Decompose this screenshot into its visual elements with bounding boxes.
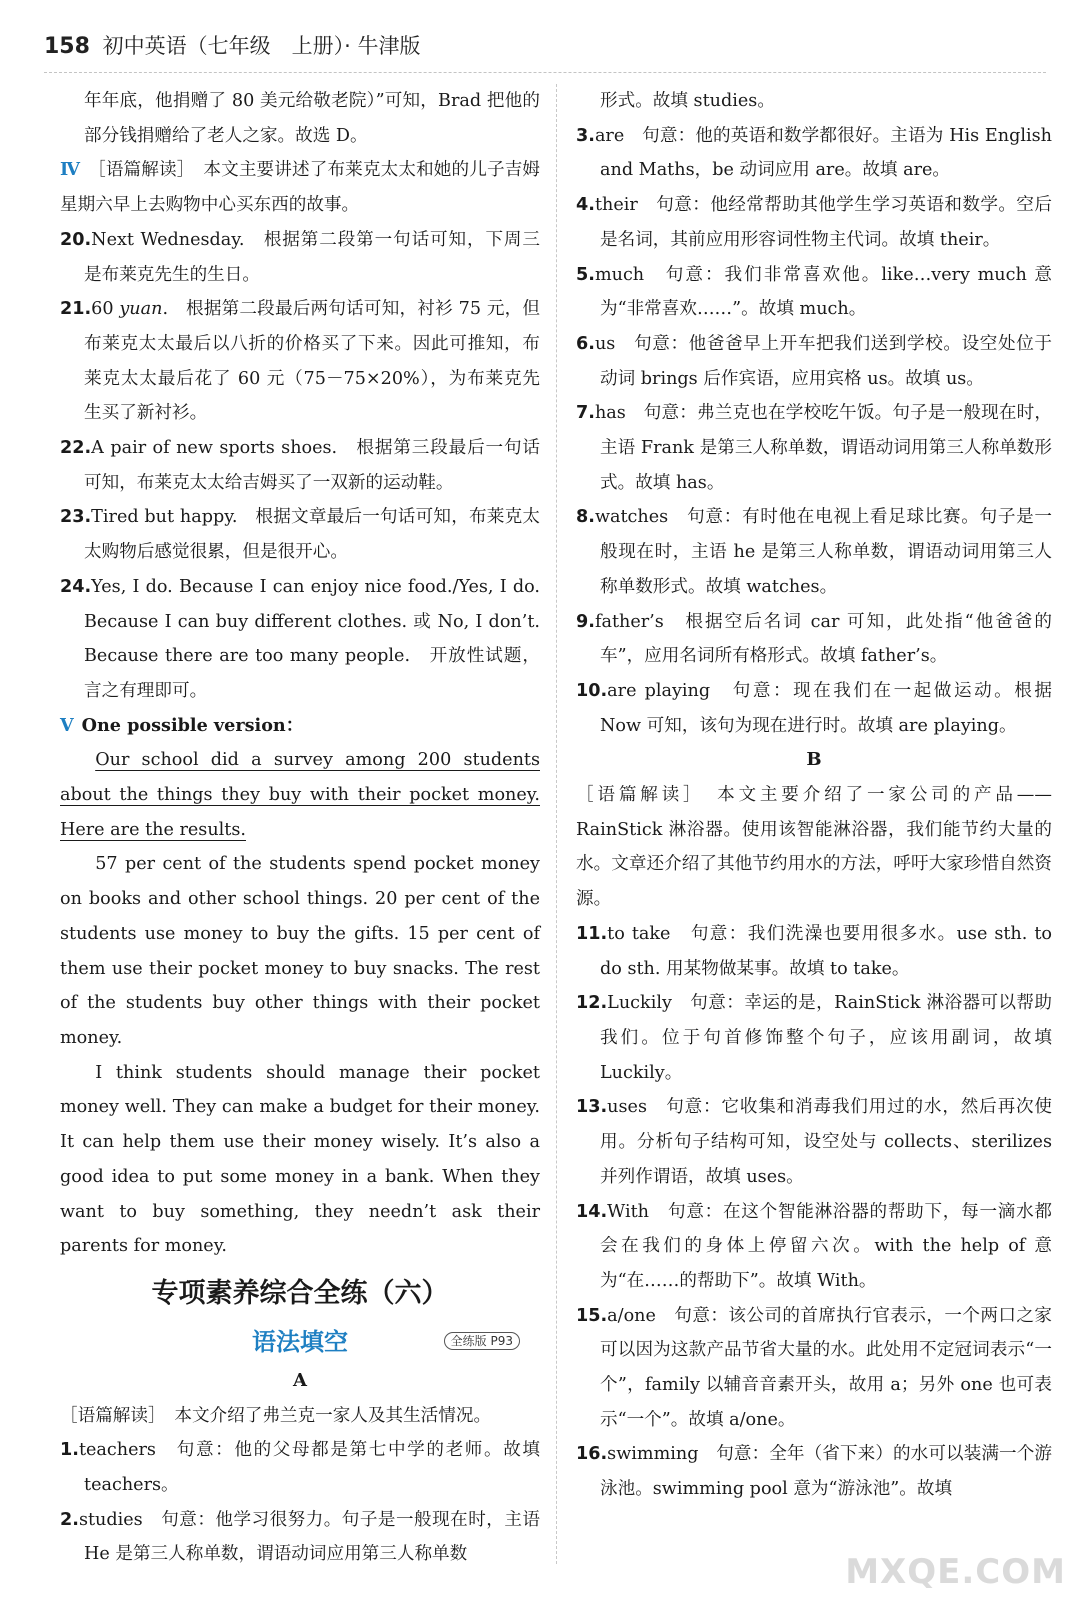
answer-item-1: 1.teachers 句意：他的父母都是第七中学的老师。故填 teachers。: [60, 1440, 540, 1496]
answer-item-11: 11.to take 句意：我们洗澡也要用很多水。use sth. to do sth. 用某物做某事。故填 to take。: [576, 923, 1052, 979]
answer-item-5: 5.much 句意：我们非常喜欢他。like…very much 意为“非常喜欢……”。故填 much。: [576, 264, 1052, 320]
essay-paragraph-3: I think students should manage their pocket money well. They can make a budget for their money. It can help them use their money wisely. It’s also a good idea to put some money in a bank. When they want to buy something, they needn’t ask their parents for money.: [60, 1062, 540, 1257]
section-5-title: One possible version：: [81, 714, 304, 736]
answer-item-7: 7.has 句意：弗兰克也在学校吃午饭。句子是一般现在时，主语 Frank 是第三人称单数，谓语动词用第三人称单数形式。故填 has。: [576, 403, 1052, 493]
answer-item-24: 24.Yes, I do. Because I can enjoy nice food./Yes, I do. Because I can buy different clothes. 或 No, I don’t. Because there are too many people. 开放性试题，言之有理即可。: [60, 576, 540, 701]
page-ref-badge: 全练版 P93: [444, 1332, 520, 1350]
answer-item-4: 4.their 句意：他经常帮助其他学生学习英语和数学。空后是名词，其前应用形容词性物主代词。故填 their。: [576, 195, 1052, 250]
section-title: 专项素养综合全练（六）: [151, 1277, 449, 1309]
answer-item-10: 10.are playing 句意：现在我们在一起做运动。根据 Now 可知，该句为现在进行时。故填 are playing。: [576, 680, 1052, 736]
section-4-intro-text: ［语篇解读］ 本文主要讲述了布莱克太太和她的儿子吉姆星期六早上去购物中心买东西的故事。: [60, 160, 541, 216]
sub-title: 语法填空: [252, 1327, 348, 1356]
answer-item-3: 3.are 句意：他的英语和数学都很好。主语为 His English and Maths，be 动词应用 are。故填 are。: [576, 125, 1052, 181]
sub-title-row: [60, 1320, 540, 1364]
answer-item-9: 9.father’s 根据空后名词 car 可知，此处指“他爸爸的车”，应用名词所有格形式。故填 father’s。: [576, 611, 1052, 667]
column-divider: [556, 84, 557, 1564]
answer-item-20: 20.Next Wednesday. 根据第二段第一句话可知，下周三是布莱克先生的生日。: [60, 229, 540, 285]
left-column: [60, 84, 540, 1572]
answer-item-6: 6.us 句意：他爸爸早上开车把我们送到学校。设空处位于动词 brings 后作宾语，应用宾格 us。故填 us。: [576, 333, 1052, 389]
answer-item-23: 23.Tired but happy. 根据文章最后一句话可知，布莱克太太购物后感觉很累，但是很开心。: [60, 507, 540, 563]
section-5-label: Ⅴ: [60, 714, 74, 736]
answer-item-12: 12.Luckily 句意：幸运的是，RainStick 淋浴器可以帮助我们。位于句首修饰整个句子，应该用副词，故填 Luckily。: [576, 993, 1052, 1083]
part-a-intro: ［语篇解读］ 本文介绍了弗兰克一家人及其生活情况。: [60, 1405, 492, 1426]
right-column: [576, 84, 1052, 1507]
watermark: MXQE.COM: [845, 1552, 1066, 1592]
answer-item-16: 16.swimming 句意：全年（省下来）的水可以装满一个游泳池。swimming pool 意为“游泳池”。故填: [576, 1444, 1052, 1500]
page-number: 158: [44, 34, 90, 59]
part-a-label: A: [293, 1369, 307, 1391]
answer-item-22: 22.A pair of new sports shoes. 根据第三段最后一句话可知，布莱克太太给吉姆买了一双新的运动鞋。: [60, 438, 540, 493]
part-b-label: B: [806, 749, 822, 771]
book-title: 初中英语（七年级 上册）· 牛津版: [102, 34, 421, 58]
answer-item-13: 13.uses 句意：它收集和消毒我们用过的水，然后再次使用。分析句子结构可知，设空处与 collects、sterilizes 并列作谓语，故填 uses。: [576, 1097, 1052, 1187]
essay-intro: Our school did a survey among 200 students about the things they buy with their pocket money. Here are the results.: [60, 750, 540, 840]
header-divider: [44, 72, 1046, 73]
page-header: [44, 30, 1042, 70]
continued-paragraph: 年年底，他捐赠了 80 美元给敬老院）”可知，Brad 把他的部分钱捐赠给了老人之家。故选 D。: [84, 91, 540, 146]
section-4-intro: [60, 153, 540, 222]
essay-paragraph-2: 57 per cent of the students spend pocket money on books and other school things. 20 per cent of the students use money to buy the gifts. 15 per cent of them use their pocket money to buy snacks. The rest of the students buy other things with their pocket money.: [60, 854, 540, 1048]
answer-item-21: 21.60 yuan. 根据第二段最后两句话可知，衬衫 75 元，但布莱克太太最后以八折的价格买了下来。因此可推知，布莱克太太最后花了 60 元（75－75×20%），为布莱克先生买了新衬衫。: [60, 299, 541, 424]
answer-item-15: 15.a/one 句意：该公司的首席执行官表示，一个两口之家可以因为这款产品节省大量的水。此处用不定冠词表示“一个”，family 以辅音音素开头，故用 a；另外 one 也可表示“一个”。故填 a/one。: [576, 1305, 1052, 1430]
answer-item-2: 2.studies 句意：他学习很努力。句子是一般现在时，主语 He 是第三人称单数，谓语动词应用第三人称单数: [60, 1509, 540, 1565]
continued-item: 形式。故填 studies。: [600, 91, 775, 111]
answer-item-14: 14.With 句意：在这个智能淋浴器的帮助下，每一滴水都会在我们的身体上停留六次。with the help of 意为“在……的帮助下”。故填 With。: [576, 1201, 1052, 1291]
part-b-intro: ［语篇解读］ 本文主要介绍了一家公司的产品——RainStick 淋浴器。使用该智能淋浴器，我们能节约大量的水。文章还介绍了其他节约用水的方法，呼吁大家珍惜自然资源。: [576, 785, 1052, 910]
section-5-heading: [60, 709, 540, 744]
answer-item-8: 8.watches 句意：有时他在电视上看足球比赛。句子是一般现在时，主语 he 是第三人称单数，谓语动词用第三人称单数形式。故填 watches。: [576, 507, 1052, 597]
section-4-label: Ⅳ: [60, 159, 81, 181]
